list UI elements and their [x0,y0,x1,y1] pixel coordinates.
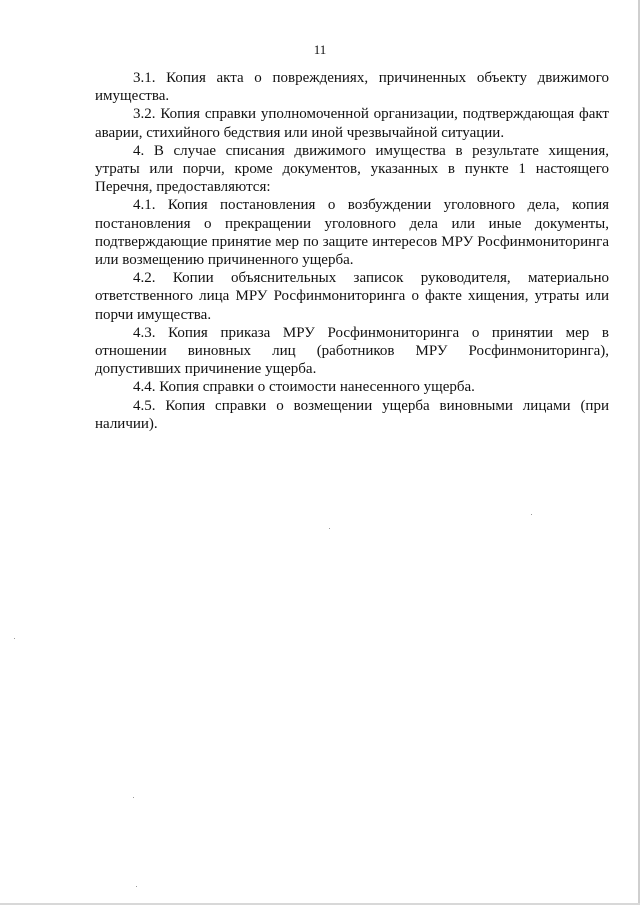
paragraph-4-1: 4.1. Копия постановления о возбуждении уголовного дела, копия постановления о прекращении уголовного дела или иные документы, подтверждающие принятие мер по защите интересов МРУ Росфинмониторинга или возмещению причиненного ущерба. [95,197,609,269]
paragraph-4-5: 4.5. Копия справки о возмещении ущерба виновными лицами (при наличии). [95,397,609,432]
paragraph-4: 4. В случае списания движимого имущества в результате хищения, утраты или порчи, кроме документов, указанных в пункте 1 настоящего Перечня, предоставляются: [95,142,609,196]
scan-speck [329,528,330,529]
scan-speck [136,886,137,887]
scan-speck [531,514,532,515]
paragraph-4-2: 4.2. Копии объяснительных записок руководителя, материально ответственного лица МРУ Росфинмониторинга о факте хищения, утраты или порчи имущества. [95,270,609,323]
paragraph-3-1: 3.1. Копия акта о повреждениях, причиненных объекту движимого имущества. [95,70,609,105]
paragraph-3-2: 3.2. Копия справки уполномоченной организации, подтверждающая факт аварии, стихийного бедствия или иной чрезвычайной ситуации. [95,106,609,141]
scan-speck [14,638,15,639]
paragraph-4-3: 4.3. Копия приказа МРУ Росфинмониторинга о принятии мер в отношении виновных лиц (работников МРУ Росфинмониторинга), допустивших причинение ущерба. [95,324,609,378]
page-number: 11 [313,42,327,57]
scan-speck [133,797,134,798]
document-body [95,69,609,433]
paragraph-4-4: 4.4. Копия справки о стоимости нанесенного ущерба. [133,379,475,396]
